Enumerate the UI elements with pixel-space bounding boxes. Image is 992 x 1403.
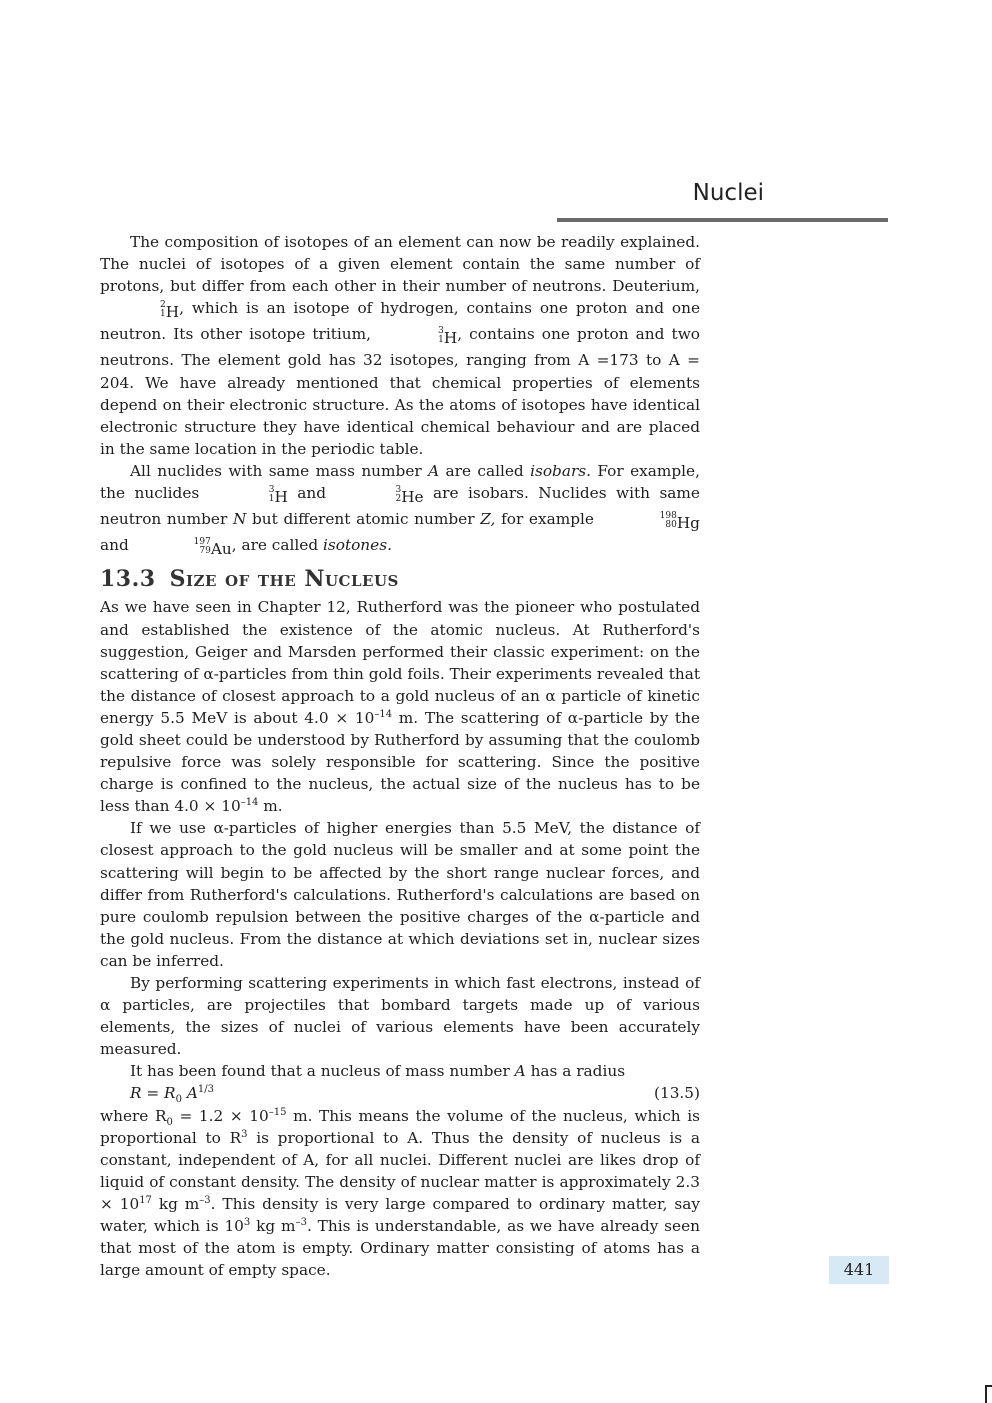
section-title: Size of the Nucleus	[169, 566, 399, 593]
nuclide-hg198	[600, 512, 700, 534]
paragraph-isotopes	[100, 231, 700, 460]
paragraph-density	[100, 1105, 700, 1282]
element-symbol: Hg	[676, 514, 700, 533]
chapter-header-title: Nuclei	[692, 180, 764, 206]
paragraph-radius-intro	[100, 1060, 700, 1082]
nuclide-he3	[335, 486, 423, 508]
text-run: kg m	[250, 1217, 296, 1236]
equation-lhs: R = R	[130, 1084, 176, 1103]
element-symbol: H	[443, 329, 458, 348]
text-run: = 1.2 × 10	[172, 1106, 269, 1125]
text-run: m. The scattering of α-particle by the gold sheet could be understood by Rutherford by assuming that the coulomb repulsive force was solely responsible for scattering. Since the positive charge is confined to the nucleus, the actual size of the nucleus has to be less than 4.0 × 10	[100, 708, 700, 816]
text-run: kg m	[151, 1194, 200, 1213]
equation-number: (13.5)	[654, 1084, 700, 1103]
text-run: are called	[445, 461, 524, 480]
exponent: 1/3	[197, 1084, 214, 1096]
equation-expression	[130, 1082, 214, 1104]
exponent: –14	[374, 708, 393, 720]
exponent: –3	[295, 1216, 307, 1228]
atomic-number: 1	[438, 335, 444, 346]
exponent: 17	[139, 1194, 152, 1206]
text-run: but different atomic number	[252, 510, 475, 529]
element-symbol: H	[274, 488, 288, 507]
text-run: For example, the nuclides	[100, 461, 700, 503]
term-isotones: isotones.	[323, 536, 392, 555]
text-run: , are called	[231, 536, 319, 555]
section-heading	[100, 566, 700, 593]
text-run: where R	[100, 1106, 167, 1125]
text-run: , contains one proton and two neutrons. The element gold has 32 isotopes, ranging from A =173 to A = 204. We have already mentioned that chemical properties of elements depend on their electronic structure. As the atoms of isotopes have identical electronic structure they have identical chemical behaviour and are placed in the same location in the periodic table.	[100, 325, 700, 458]
equation-13-5	[100, 1082, 700, 1104]
var-N: N	[232, 510, 247, 529]
atomic-number: 80	[665, 520, 677, 531]
text-run: are isobars. Nuclides with same neutron number	[100, 484, 700, 529]
var-A: A	[186, 1084, 198, 1103]
text-run: is proportional to A. Thus the density of nucleus is a constant, independent of A, for all nuclei. Different nuclei are likes drop of liquid of constant density. The density of nuclear matter is approximately 2.3 × 10	[100, 1128, 700, 1213]
paragraph-rutherford	[100, 596, 700, 817]
element-symbol: He	[401, 488, 424, 507]
nuclide-deuterium	[100, 301, 179, 323]
text-run: It has been found that a nucleus of mass number	[130, 1062, 510, 1081]
element-symbol: Au	[210, 540, 232, 559]
var-A: A	[514, 1062, 526, 1081]
exponent: –3	[199, 1194, 211, 1206]
nuclide-h3	[209, 486, 288, 508]
mass-number: 198	[659, 511, 677, 522]
text-run: and	[100, 536, 129, 555]
section-number: 13.3	[100, 566, 156, 593]
paragraph-isobars	[100, 460, 700, 560]
text-run: , which is an isotope of hydrogen, contains one proton and one neutron. Its other isotope tritium,	[100, 299, 700, 344]
var-Z: Z,	[480, 510, 496, 529]
text-run: for example	[501, 510, 594, 529]
subscript: 0	[175, 1094, 182, 1106]
crop-mark	[985, 1385, 992, 1403]
atomic-number: 79	[199, 546, 211, 557]
atomic-number: 2	[395, 494, 402, 505]
text-run: m.	[258, 797, 283, 816]
page-content	[100, 231, 700, 1281]
text-run: m. This means the volume of the nucleus, which is proportional to R	[100, 1106, 700, 1147]
exponent: –15	[268, 1106, 287, 1118]
nuclide-tritium	[378, 327, 457, 349]
text-run: has a radius	[530, 1062, 626, 1081]
exponent: –14	[240, 797, 259, 809]
text-run: and	[297, 484, 326, 503]
nuclide-au197	[134, 538, 232, 560]
term-isobars: isobars.	[530, 461, 591, 480]
mass-number: 197	[193, 537, 211, 548]
exponent: 3	[241, 1128, 248, 1140]
element-symbol: H	[165, 303, 180, 322]
paragraph-higher-energies: If we use α-particles of higher energies than 5.5 MeV, the distance of closest approach to the gold nucleus will be smaller and at some point the scattering will begin to be affected by the short range nuclear forces, and differ from Rutherford's calculations. Rutherford's calculations are based on pure coulomb repulsion between the positive charges of the α-particle and the gold nucleus. From the distance at which deviations set in, nuclear sizes can be inferred.	[100, 819, 700, 970]
mass-number: 3	[438, 326, 444, 337]
text-run: As we have seen in Chapter 12, Rutherford was the pioneer who postulated and established the existence of the atomic nucleus. At Rutherford's suggestion, Geiger and Marsden performed their classic experiment: on the scattering of α-particles from thin gold foils. Their experiments revealed that the distance of closest approach to a gold nucleus of an α particle of kinetic energy 5.5 MeV is about 4.0 × 10	[100, 598, 700, 727]
mass-number: 3	[268, 485, 275, 496]
atomic-number: 1	[160, 309, 166, 320]
text-run: All nuclides with same mass number	[130, 461, 422, 480]
mass-number: 2	[160, 300, 166, 311]
exponent: 3	[243, 1216, 251, 1228]
header-rule	[557, 218, 888, 222]
subscript: 0	[166, 1116, 173, 1128]
text-run: . This density is very large compared to ordinary matter, say water, which is 10	[100, 1194, 700, 1236]
page-number: 441	[829, 1256, 889, 1284]
text-run: . This is understandable, as we have already seen that most of the atom is empty. Ordinary matter consisting of atoms has a large amount of empty space.	[100, 1217, 700, 1280]
text-run: The composition of isotopes of an element can now be readily explained. The nuclei of isotopes of a given element contain the same number of protons, but differ from each other in their number of neutrons. Deuterium,	[100, 233, 700, 296]
atomic-number: 1	[268, 494, 275, 505]
var-A: A	[428, 461, 440, 480]
mass-number: 3	[395, 485, 402, 496]
paragraph-electron-scattering: By performing scattering experiments in which fast electrons, instead of α particles, are projectiles that bombard targets made up of various elements, the sizes of nuclei of various elements have been accurately measured.	[100, 974, 700, 1059]
